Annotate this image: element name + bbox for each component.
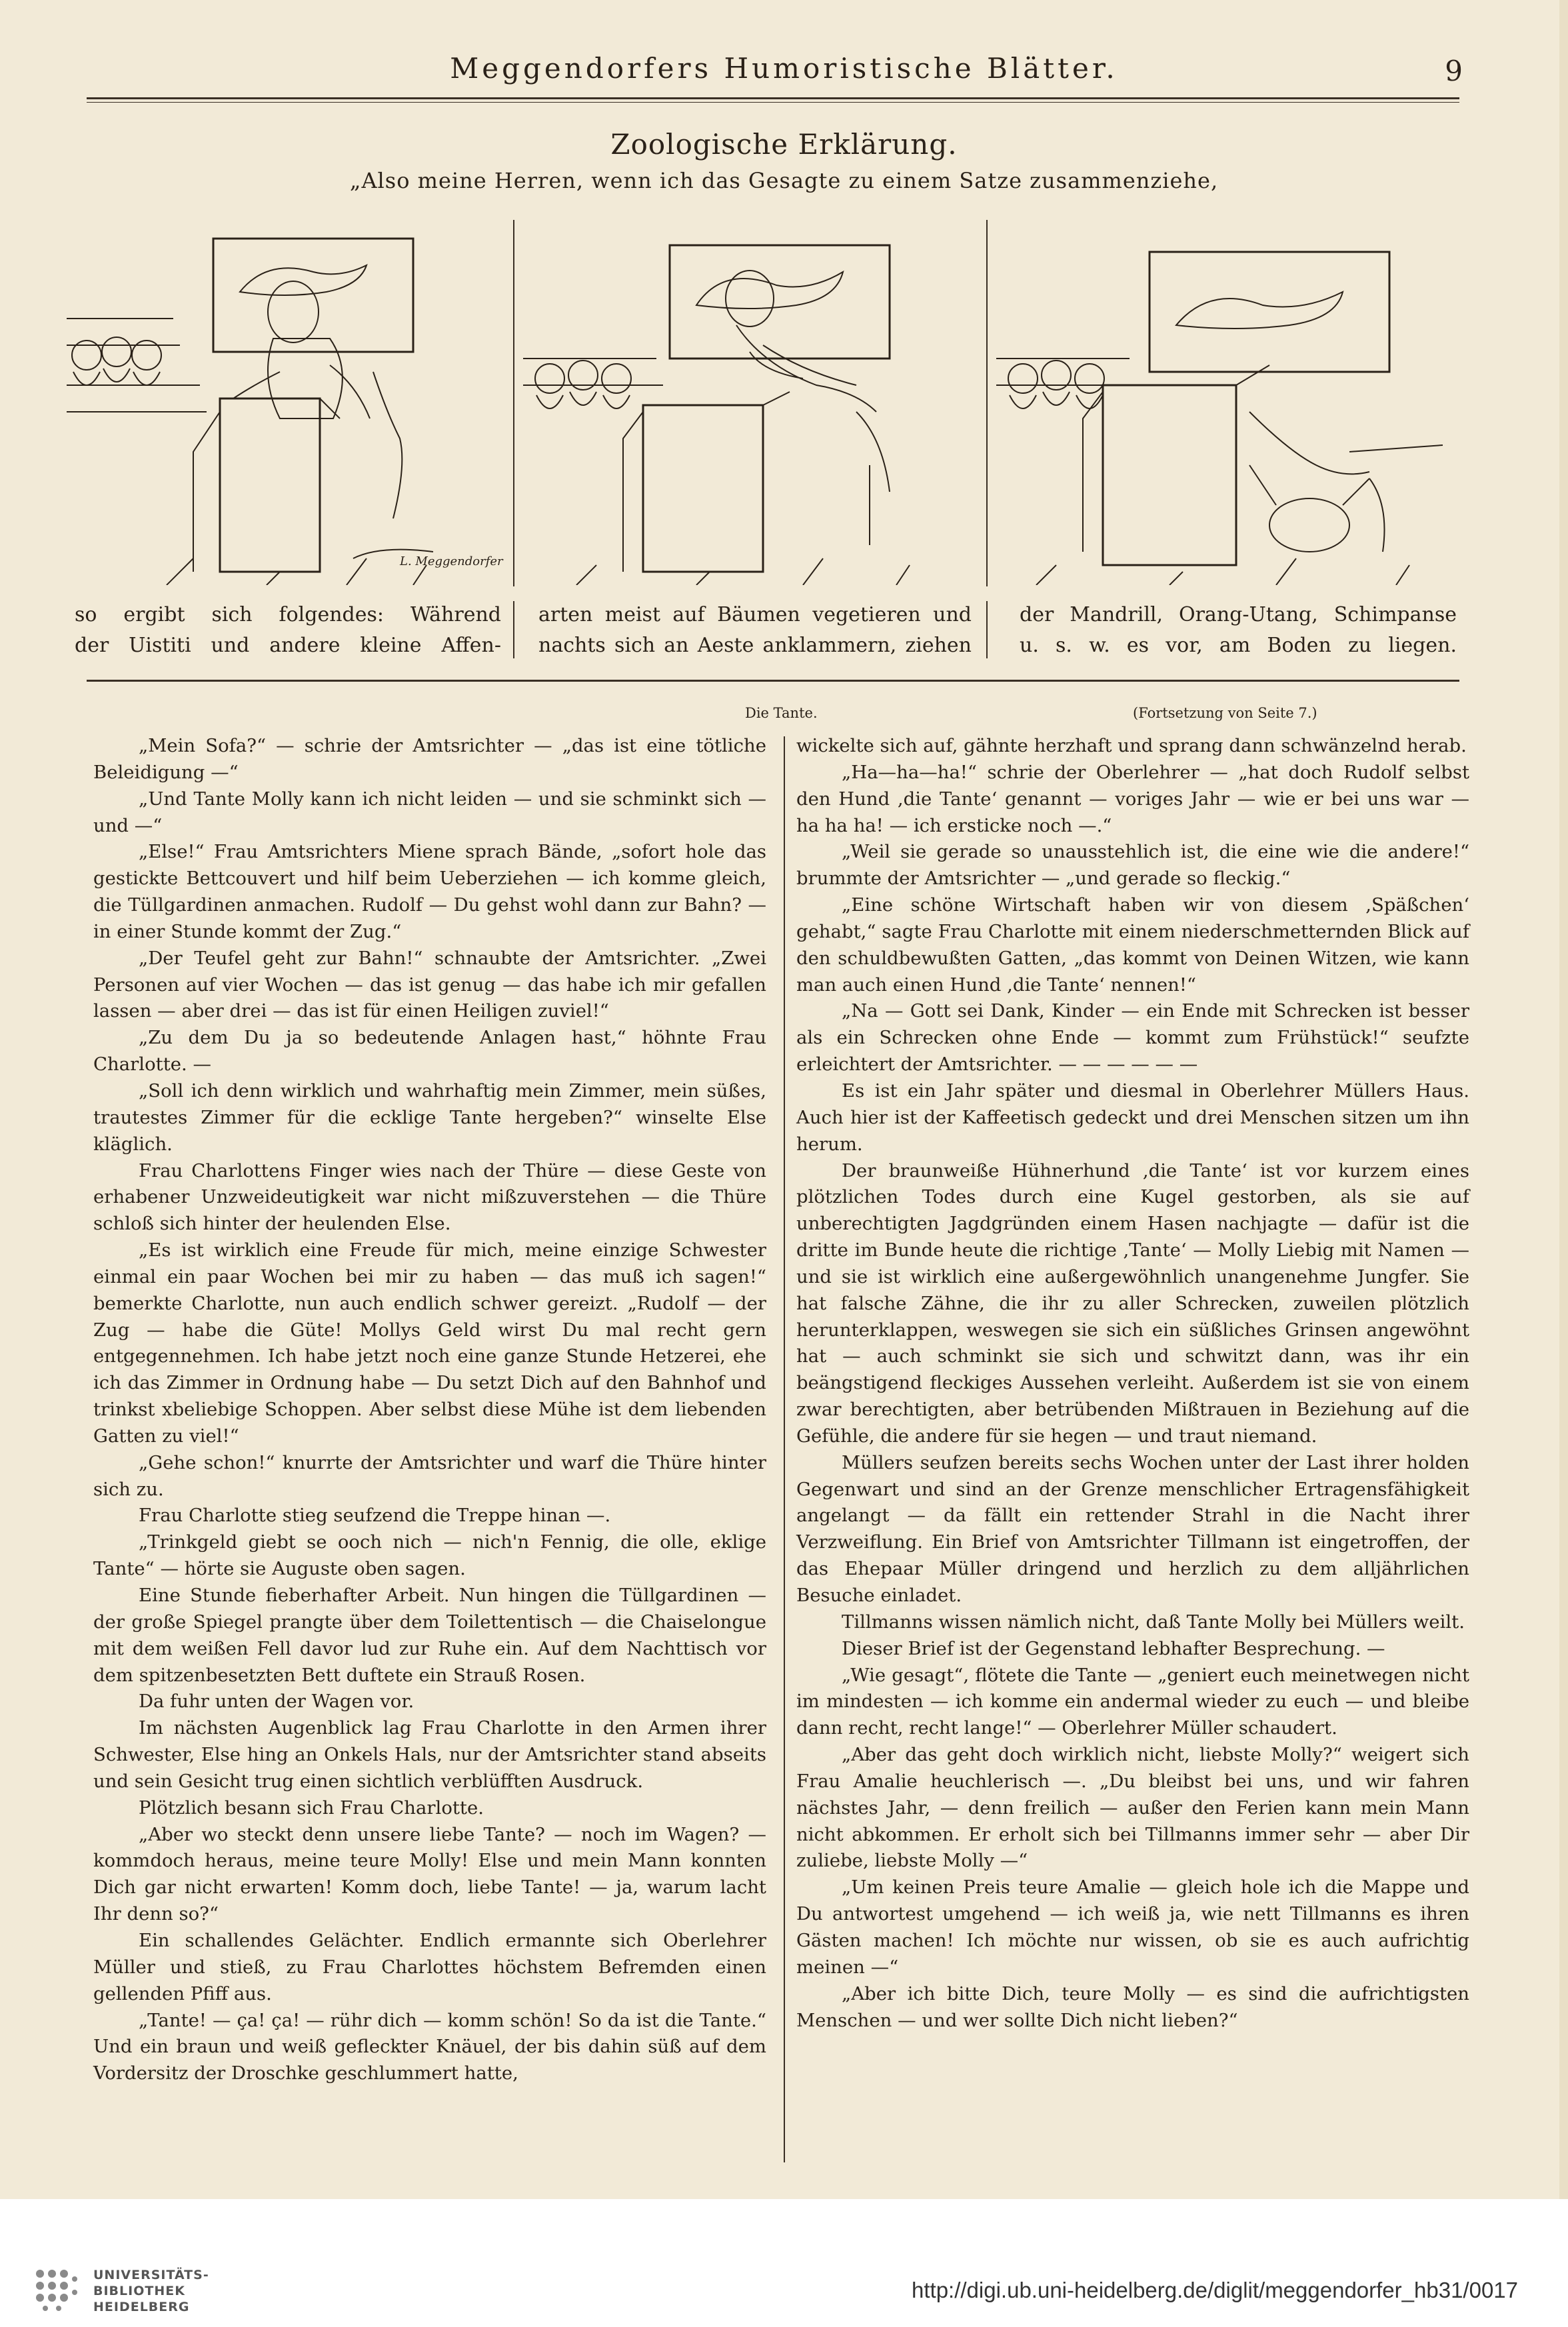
paragraph: „Else!“ Frau Amtsrichters Miene sprach Bände, „sofort hole das gestickte Bettcouvert und hilf beim Ueberziehen — ich komme gleich, die Tüllgardinen anmachen. Rudolf — Du gehst wohl dann zur Bahn? — in einer Stunde kommt der Zug.“ xyxy=(93,841,766,942)
paragraph: Tillmanns wissen nämlich nicht, daß Tante Molly bei Müllers weilt. xyxy=(842,1611,1465,1633)
paragraph: „Weil sie gerade so unausstehlich ist, die eine wie die andere!“ brummte der Amtsrichter — „und gerade so fleckig.“ xyxy=(796,841,1469,890)
cartoon-panel-3 xyxy=(996,212,1463,585)
panel-caption-1 xyxy=(75,600,501,661)
paragraph: Es ist ein Jahr später und diesmal in Oberlehrer Müllers Haus. Auch hier ist der Kaffeetisch gedeckt und drei Menschen sitzen um ihn herum. xyxy=(796,1080,1469,1155)
paragraph: Da fuhr unten der Wagen vor. xyxy=(139,1691,414,1713)
header-rule-thin xyxy=(87,102,1459,103)
story-right-column xyxy=(796,733,1469,2034)
library-name-line: BIBLIOTHEK xyxy=(93,2284,185,2298)
article-subtitle: „Also meine Herren, wenn ich das Gesagte zu einem Satze zusammenziehe, xyxy=(349,168,1219,193)
panel-divider-1 xyxy=(513,220,514,586)
university-library-logo-icon xyxy=(32,2266,80,2314)
source-url-link[interactable]: http://digi.ub.uni-heidelberg.de/diglit/meggendorfer_hb31/0017 xyxy=(912,2278,1518,2302)
caption-divider-2 xyxy=(986,601,988,658)
cartoon-panel-1 xyxy=(67,212,506,585)
caption-line: nachts sich an Aeste anklammern, ziehen xyxy=(538,634,972,657)
running-head: Meggendorfers Humoristische Blätter. xyxy=(450,52,1118,85)
lecturer-leaning-forward-illustration xyxy=(523,212,976,585)
viewer-footer xyxy=(0,2199,1568,2327)
caption-divider-1 xyxy=(513,601,514,658)
caption-line: u. s. w. es vor, am Boden zu liegen. xyxy=(1020,634,1457,657)
story-title: Die Tante. xyxy=(745,705,818,721)
panel-caption-2 xyxy=(538,600,972,661)
lecturer-at-lectern-illustration xyxy=(67,212,506,585)
story-left-column xyxy=(93,733,766,2087)
cartoon-panel-2 xyxy=(523,212,976,585)
paragraph: Plötzlich besann sich Frau Charlotte. xyxy=(139,1797,484,1819)
paragraph: „Tante! — ça! ça! — rühr dich — komm schön! So da ist die Tante.“ Und ein braun und weiß gefleckter Knäuel, der bis dahin süß auf dem Vordersitz der Droschke geschlummert hatte, xyxy=(93,2009,766,2084)
paragraph: „Mein Sofa?“ — schrie der Amtsrichter — „das ist eine tötliche Beleidigung —“ xyxy=(93,735,766,783)
article-title: Zoologische Erklärung. xyxy=(610,128,958,161)
paragraph: wickelte sich auf, gähnte herzhaft und sprang dann schwänzelnd herab. xyxy=(796,735,1467,756)
paragraph: „Aber ich bitte Dich, teure Molly — es sind die aufrichtigsten Menschen — und wer sollte Dich nicht lieben?“ xyxy=(796,1982,1469,2031)
library-name-line: HEIDELBERG xyxy=(93,2300,190,2314)
paragraph: „Na — Gott sei Dank, Kinder — ein Ende mit Schrecken ist besser als ein Schrecken ohne Ende — kommt zum Frühstück!“ seufzte erleichtert der Amtsrichter. — — — — — — xyxy=(796,1000,1469,1076)
paragraph: „Wie gesagt“, flötete die Tante — „geniert euch meinetwegen nicht im mindesten — ich komme ein andermal wieder zu euch — und bleibe dann recht, recht lange!“ — Oberlehrer Müller schaudert. xyxy=(796,1664,1469,1739)
paragraph: „Aber das geht doch wirklich nicht, liebste Molly?“ weigert sich Frau Amalie heuchlerisch —. „Du bleibst bei uns, und wir fahren nächstes Jahr, — denn freilich — außer den Ferien kann mein Mann nicht abkommen. Er erholt sich bei Tillmanns immer sehr — aber Dir zuliebe, liebste Molly —“ xyxy=(796,1744,1469,1872)
paragraph: Ein schallendes Gelächter. Endlich ermannte sich Oberlehrer Müller und stieß, zu Frau Charlottes höchstem Befremden einen gellenden Pfiff aus. xyxy=(93,1929,766,2004)
paragraph: Eine Stunde fieberhafter Arbeit. Nun hingen die Tüllgardinen — der große Spiegel prangte über dem Toilettentisch — die Chaiselongue mit dem weißen Fell davor lud zur Ruhe ein. Auf dem Nachttisch vor dem spitzenbesetzten Bett duftete ein Strauß Rosen. xyxy=(93,1585,766,1686)
lecturer-fallen-illustration xyxy=(996,212,1463,585)
panel-divider-2 xyxy=(986,220,988,586)
caption-line: der Mandrill, Orang-Utang, Schimpanse xyxy=(1020,603,1457,626)
header-rule xyxy=(87,97,1459,99)
paragraph: „Eine schöne Wirtschaft haben wir von diesem ,Späßchen‘ gehabt,“ sagte Frau Charlotte mit einem niederschmetternden Blick auf den schuldbewußten Gatten, „das kommt von Deinen Witzen, wie kann man auch einen Hund ,die Tante‘ nennen!“ xyxy=(796,894,1469,996)
caption-line: der Uistiti und andere kleine Affen- xyxy=(75,634,501,657)
paragraph: Der braunweiße Hühnerhund ,die Tante‘ ist vor kurzem eines plötzlichen Todes durch eine Kugel gestorben, als sie auf unberechtigten Jagdgründen einem Hasen nachjagte — dafür ist die dritte im Bunde heute die richtige ,Tante‘ — Molly Liebig mit Namen — und sie ist wirklich eine außergewöhnlich unangenehme Jungfer. Sie hat falsche Zähne, die ihr zu aller Schrecken, zuweilen plötzlich herunterklappen, weswegen sie sich ein süßliches Grinsen angewöhnt hat — auch schminkt sie sich und schwitzt dann, was ihr ein beängstigend fleckiges Aussehen verleiht. Außerdem ist sie von einem zwar berechtigten, aber betrübenden Mißtrauen in Beziehung auf die Gefühle, die andere für sie hegen — und traut niemand. xyxy=(796,1160,1469,1447)
caption-line: so ergibt sich folgendes: Während xyxy=(75,603,501,626)
panel-signature: L. Meggendorfer xyxy=(400,554,503,568)
library-name xyxy=(93,2267,209,2315)
paper-edge xyxy=(1559,0,1568,2199)
paragraph: „Ha—ha—ha!“ schrie der Oberlehrer — „hat doch Rudolf selbst den Hund ,die Tante‘ genannt — voriges Jahr — wie er bei uns war — ha ha ha! — ich ersticke noch —.“ xyxy=(796,761,1469,836)
paragraph: Im nächsten Augenblick lag Frau Charlotte in den Armen ihrer Schwester, Else hing an Onkels Hals, nur der Amtsrichter stand abseits und sein Gesicht trug einen sichtlich verblüfften Ausdruck. xyxy=(93,1717,766,1792)
paragraph: Müllers seufzen bereits sechs Wochen unter der Last ihrer holden Gegenwart und sind an der Grenze menschlicher Ertragensfähigkeit angelangt — da fällt ein rettender Strahl in die Nacht ihrer Verzweiflung. Ein Brief von Amtsrichter Tillmann ist eingetroffen, der das Ehepaar Müller dringend und herzlich zu dem alljährlichen Besuche einladet. xyxy=(796,1451,1469,1606)
section-rule xyxy=(87,680,1459,682)
paragraph: Dieser Brief ist der Gegenstand lebhafter Besprechung. — xyxy=(842,1637,1385,1659)
paragraph: „Um keinen Preis teure Amalie — gleich hole ich die Mappe und Du antwortest umgehend — ich weiß ja, wie nett Tillmanns es ihren Gästen machen! Ich möchte nur wissen, ob sie es auch aufrichtig meinen —“ xyxy=(796,1877,1469,1978)
column-divider xyxy=(784,736,785,2162)
paragraph: Frau Charlotte stieg seufzend die Treppe hinan —. xyxy=(139,1505,611,1527)
continuation-note: (Fortsetzung von Seite 7.) xyxy=(1133,705,1317,721)
paragraph: „Der Teufel geht zur Bahn!“ schnaubte der Amtsrichter. „Zwei Personen auf vier Wochen — das ist genug — das habe ich mir gefallen lassen — aber drei — das ist für einen Heiligen zuviel!“ xyxy=(93,947,766,1022)
paragraph: „Soll ich denn wirklich und wahrhaftig mein Zimmer, mein süßes, trautestes Zimmer für die ecklige Tante hergeben?“ winselte Else kläglich. xyxy=(93,1080,766,1155)
library-name-line: UNIVERSITÄTS- xyxy=(93,2268,209,2282)
paragraph: „Gehe schon!“ knurrte der Amtsrichter und warf die Thüre hinter sich zu. xyxy=(93,1451,766,1500)
page-number: 9 xyxy=(1445,55,1463,87)
paragraph: „Aber wo steckt denn unsere liebe Tante? — noch im Wagen? — kommdoch heraus, meine teure Molly! Else und mein Mann konnten Dich gar nicht erwarten! Komm doch, liebe Tante! — ja, warum lacht Ihr denn so?“ xyxy=(93,1823,766,1925)
paragraph: Frau Charlottens Finger wies nach der Thüre — diese Geste von erhabener Unzweideutigkeit war nicht mißzuverstehen — die Thüre schloß sich hinter der heulenden Else. xyxy=(93,1160,766,1235)
paragraph: „Es ist wirklich eine Freude für mich, meine einzige Schwester einmal ein paar Wochen bei mir zu haben — das muß ich sagen!“ bemerkte Charlotte, nun auch endlich schwer gereizt. „Rudolf — der Zug — habe die Güte! Mollys Geld wirst Du mal recht gern entgegennehmen. Ich habe jetzt noch eine ganze Stunde Hetzerei, ehe ich das Zimmer in Ordnung habe — Du setzt Dich auf den Bahnhof und trinkst xbeliebige Schoppen. Aber selbst diese Mühe ist dem liebenden Gatten zu viel!“ xyxy=(93,1239,766,1447)
paragraph: „Zu dem Du ja so bedeutende Anlagen hast,“ höhnte Frau Charlotte. — xyxy=(93,1027,766,1076)
paragraph: „Trinkgeld giebt se ooch nich — nich'n Fennig, die olle, eklige Tante“ — hörte sie Auguste oben sagen. xyxy=(93,1531,766,1580)
paragraph: „Und Tante Molly kann ich nicht leiden — und sie schminkt sich — und —“ xyxy=(93,788,766,836)
panel-caption-3 xyxy=(1020,600,1457,661)
caption-line: arten meist auf Bäumen vegetieren und xyxy=(538,603,972,626)
